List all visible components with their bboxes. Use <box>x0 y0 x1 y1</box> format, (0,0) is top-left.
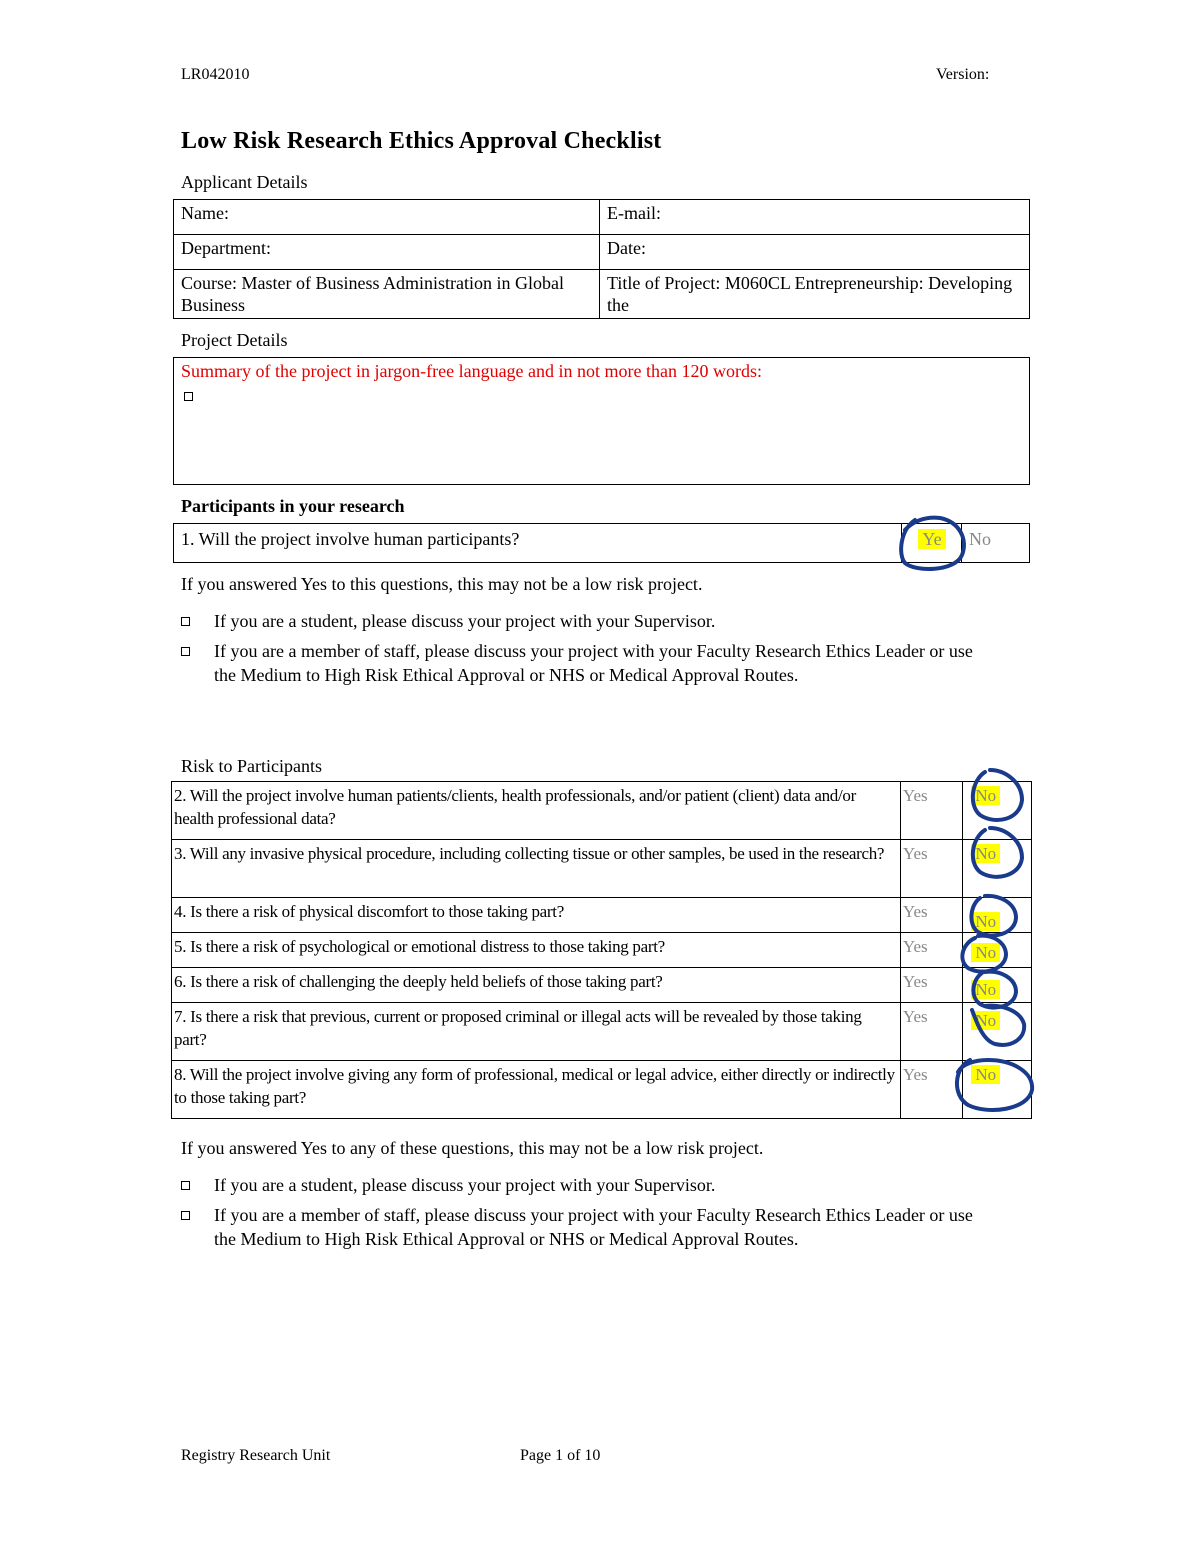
department-label: Department: <box>181 238 271 258</box>
question-5: 5. Is there a risk of psychological or emotional distress to those taking part? <box>172 933 901 968</box>
q6-no-option[interactable]: No <box>963 968 1032 1003</box>
question-4: 4. Is there a risk of physical discomfort to those taking part? <box>172 898 901 933</box>
header-version: Version: <box>936 66 990 83</box>
q7-no-option[interactable]: No <box>963 1003 1032 1061</box>
footer-unit: Registry Research Unit <box>181 1447 331 1464</box>
q3-yes-option[interactable]: Yes <box>900 840 963 898</box>
header-doc-code: LR042010 <box>181 66 250 83</box>
q8-no-option[interactable]: No <box>963 1061 1032 1119</box>
project-heading: Project Details <box>181 330 288 350</box>
q1-no-option[interactable]: No <box>962 524 1030 563</box>
risk-table <box>171 781 1032 1119</box>
checkbox-icon <box>181 1181 190 1190</box>
checkbox-icon <box>181 1211 190 1220</box>
q6-yes-option[interactable]: Yes <box>900 968 963 1003</box>
project-title-field[interactable] <box>600 270 1030 319</box>
q3-no-option[interactable]: No <box>963 840 1032 898</box>
email-label: E-mail: <box>607 203 661 223</box>
summary-prompt: Summary of the project in jargon-free language and in not more than 120 words: <box>181 361 763 381</box>
project-summary-table <box>173 357 1030 485</box>
q4-yes-option[interactable]: Yes <box>900 898 963 933</box>
date-field[interactable] <box>600 235 1030 270</box>
summary-bullet <box>181 382 1023 406</box>
question-1-table <box>173 523 1030 563</box>
question-6: 6. Is there a risk of challenging the deeply held beliefs of those taking part? <box>172 968 901 1003</box>
project-title-label: Title of Project: M060CL Entrepreneurship: Developing the <box>607 273 1013 315</box>
q7-yes-option[interactable]: Yes <box>900 1003 963 1061</box>
checkbox-icon <box>184 392 193 401</box>
q5-yes-option[interactable]: Yes <box>900 933 963 968</box>
course-field[interactable] <box>174 270 600 319</box>
question-1: 1. Will the project involve human participants? <box>174 524 902 563</box>
question-7: 7. Is there a risk that previous, current or proposed criminal or illegal acts will be revealed by those taking part? <box>172 1003 901 1061</box>
date-label: Date: <box>607 238 646 258</box>
checkbox-icon <box>181 617 190 626</box>
project-summary-field[interactable] <box>174 358 1030 485</box>
q4-no-option[interactable]: No <box>963 898 1032 933</box>
footer-page-number: Page 1 of 10 <box>520 1447 601 1464</box>
department-field[interactable] <box>174 235 600 270</box>
q2-no-option[interactable]: No <box>963 782 1032 840</box>
applicant-heading: Applicant Details <box>181 172 308 192</box>
q5-no-option[interactable]: No <box>963 933 1032 968</box>
question-3: 3. Will any invasive physical procedure, including collecting tissue or other samples, be used in the research? <box>172 840 901 898</box>
applicant-table <box>173 199 1030 319</box>
q2-yes-option[interactable]: Yes <box>900 782 963 840</box>
page-title: Low Risk Research Ethics Approval Checklist <box>181 128 662 154</box>
checkbox-icon <box>181 647 190 656</box>
q1-yes-option[interactable] <box>902 524 962 563</box>
participants-heading: Participants in your research <box>181 496 405 516</box>
risk-heading: Risk to Participants <box>181 756 322 776</box>
risk-note: If you answered Yes to any of these questions, this may not be a low risk project. <box>181 1138 764 1158</box>
q1-yes-label: Ye <box>918 529 945 549</box>
participants-note: If you answered Yes to this questions, this may not be a low risk project. <box>181 574 703 594</box>
email-field[interactable] <box>600 200 1030 235</box>
course-label: Course: Master of Business Administration in Global Business <box>181 273 564 315</box>
question-2: 2. Will the project involve human patients/clients, health professionals, and/or patient (client) data and/or health professional data? <box>172 782 901 840</box>
question-8: 8. Will the project involve giving any form of professional, medical or legal advice, either directly or indirectly to those taking part? <box>172 1061 901 1119</box>
name-label: Name: <box>181 203 229 223</box>
q8-yes-option[interactable]: Yes <box>900 1061 963 1119</box>
name-field[interactable] <box>174 200 600 235</box>
